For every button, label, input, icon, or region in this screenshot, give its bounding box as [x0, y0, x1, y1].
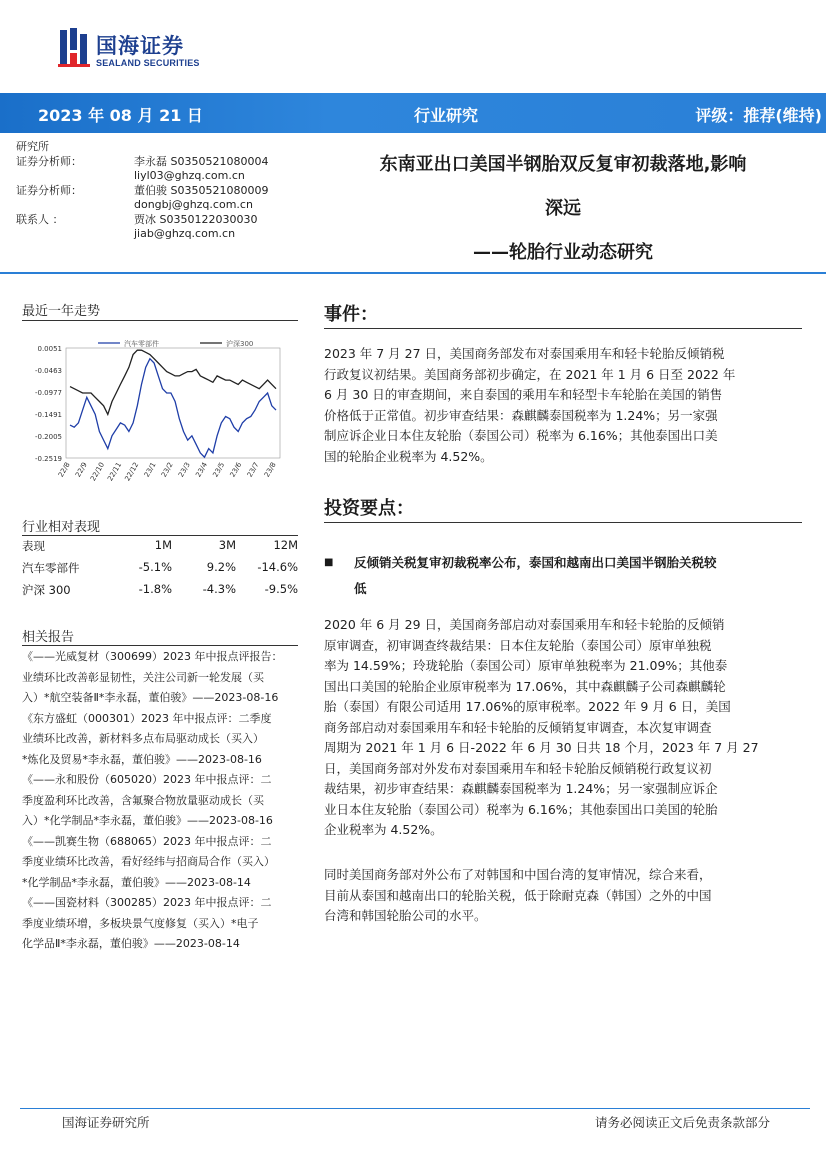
report-title-line1: 东南亚出口美国半钢胎双反复审初裁落地,影响 [379, 154, 747, 175]
trend-chart [22, 330, 298, 490]
analyst-label: 联系人 ： [16, 212, 64, 226]
perf-cell: -1.8% [138, 582, 172, 596]
report-line: 入）*航空装备Ⅱ*李永磊，董伯骏》——2023-08-16 [22, 691, 279, 704]
paragraph-line: 行政复议初结果。美国商务部初步确定，在 2021 年 1 月 6 日至 2022 年 [324, 366, 736, 382]
bullet-square-icon: ■ [324, 557, 334, 568]
analyst-value: 李永磊 S0350521080004 [134, 154, 269, 168]
report-line: 业绩环比改善彰显韧性，关注公司新一轮发展（买 [22, 670, 264, 684]
paragraph-line: 制应诉企业日本住友轮胎（泰国公司）税率为 6.16%；其他泰国出口美 [324, 428, 718, 443]
perf-heading: 行业相对表现 [22, 520, 101, 535]
y-tick-label: -0.2519 [34, 455, 62, 463]
paragraph-line: 率为 14.59%；玲珑轮胎（泰国公司）原审单独税率为 21.09%；其他泰 [324, 658, 728, 673]
paragraph-line: 台湾和韩国轮胎公司的水平。 [324, 908, 487, 923]
logo-text-en: SEALAND SECURITIES [96, 58, 200, 68]
paragraph-line: 同时美国商务部对外公布了对韩国和中国台湾的复审情况，综合来看， [324, 867, 712, 882]
header-banner [0, 93, 826, 133]
perf-cell: -4.3% [202, 582, 236, 596]
y-tick-label: -0.0977 [34, 389, 62, 397]
footer-right: 请务必阅读正文后免责条款部分 [594, 1115, 770, 1130]
series-line [70, 359, 276, 458]
perf-header-row [22, 538, 298, 560]
reports-heading: 相关报告 [22, 630, 75, 645]
perf-cell: 9.2% [206, 560, 236, 574]
x-tick-label: 23/2 [159, 461, 175, 479]
paragraph-line: 业日本住友轮胎（泰国公司）税率为 6.16%；其他泰国出口美国的轮胎 [324, 801, 718, 817]
paragraph-line: 胎（泰国）有限公司适用 17.06%的原审税率。2022 年 9 月 6 日，美国 [324, 699, 731, 714]
report-title-line2: 深远 [545, 198, 581, 219]
bullet-line: 低 [354, 581, 367, 596]
perf-cell: -9.5% [264, 582, 298, 596]
series-line [70, 350, 276, 414]
perf-row [22, 560, 298, 582]
analyst-value: 董伯骏 S0350521080009 [134, 183, 269, 197]
report-date: 2023 年 08 月 21 日 [38, 106, 203, 125]
x-tick-label: 23/3 [177, 461, 192, 479]
report-line: 《——光威复材（300699）2023 年中报点评报告： [22, 650, 283, 663]
trend-heading: 最近一年走势 [22, 304, 101, 319]
report-line: 季度盈利环比改善，含氟聚合物放量驱动成长（买 [22, 793, 264, 807]
paragraph-line: 日，美国商务部对外发布对泰国乘用车和轻卡轮胎反倾销税行政复议初 [324, 760, 712, 776]
y-tick-label: -0.2005 [34, 433, 62, 441]
x-tick-label: 23/1 [142, 461, 158, 479]
report-line: 季度业绩环比改善，看好经纬与招商局合作（买入） [22, 855, 275, 868]
analyst-value: liyl03@ghzq.com.cn [134, 169, 245, 182]
perf-cell: -5.1% [138, 560, 172, 574]
x-tick-label: 23/7 [245, 461, 261, 479]
x-tick-label: 22/11 [106, 461, 124, 483]
perf-header-cell: 12M [273, 538, 298, 552]
report-line: *化学制品*李永磊，董伯骏》——2023-08-14 [22, 875, 251, 889]
report-type: 行业研究 [414, 106, 479, 125]
analyst-value: 贾冰 S0350122030030 [134, 212, 258, 226]
paragraph-line: 原审调查，初审调查终裁结果：日本住友轮胎（泰国公司）原审单独税 [324, 637, 712, 653]
report-line: 《——凯赛生物（688065）2023 年中报点评：二 [22, 834, 272, 848]
perf-row [22, 582, 298, 604]
legend-label: 沪深300 [226, 340, 254, 348]
bullet-line: 反倾销关税复审初裁税率公布，泰国和越南出口美国半钢胎关税较 [354, 555, 717, 570]
header-divider [0, 272, 826, 274]
x-tick-label: 23/8 [262, 461, 278, 479]
x-tick-label: 22/12 [123, 461, 141, 483]
footer-left: 国海证券研究所 [62, 1115, 150, 1130]
report-line: 业绩环比改善，新材料多点布局驱动成长（买入） [22, 732, 264, 745]
y-tick-label: -0.1491 [34, 411, 62, 419]
event-heading-rule [324, 328, 802, 329]
paragraph-line: 国出口美国的轮胎企业原审税率为 17.06%，其中森麒麟子公司森麒麟轮 [324, 678, 726, 694]
analyst-value: jiab@ghzq.com.cn [134, 227, 236, 240]
analyst-value: dongbj@ghzq.com.cn [134, 198, 253, 211]
report-line: *炼化及贸易*李永磊，董伯骏》——2023-08-16 [22, 752, 262, 766]
footer-rule [20, 1108, 810, 1109]
paragraph-line: 周期为 2021 年 1 月 6 日-2022 年 6 月 30 日共 18 个月，2023 年 7 月 27 [324, 740, 759, 755]
x-tick-label: 23/5 [211, 461, 227, 479]
report-subtitle: ——轮胎行业动态研究 [473, 242, 653, 263]
y-tick-label: -0.0463 [34, 367, 62, 375]
paragraph-line: 国的轮胎企业税率为 4.52%。 [324, 448, 493, 464]
paragraph-line: 6 月 30 日的审查期间，来自泰国的乘用车和轻型卡车轮胎在美国的销售 [324, 387, 723, 402]
paragraph-line: 商务部启动对泰国乘用车和轻卡轮胎的反倾销复审调查，本次复审调查 [324, 719, 712, 735]
x-tick-label: 22/10 [89, 461, 107, 483]
perf-cell: 汽车零部件 [22, 561, 80, 575]
invest-heading-rule [324, 522, 802, 523]
perf-heading-rule [22, 535, 298, 536]
x-tick-label: 22/9 [74, 461, 89, 479]
perf-cell: -14.6% [257, 560, 298, 574]
paragraph-line: 价格低于正常值。初步审查结果：森麒麟泰国税率为 1.24%；另一家强 [324, 407, 718, 423]
x-tick-label: 23/4 [194, 461, 210, 479]
report-line: 《——国瓷材料（300285）2023 年中报点评：二 [22, 896, 272, 909]
report-rating: 评级：推荐(维持) [695, 106, 822, 125]
plot-frame [66, 348, 280, 458]
logo-mark-icon [58, 26, 92, 68]
trend-chart-svg [22, 330, 298, 490]
paragraph-line: 2020 年 6 月 29 日，美国商务部启动对泰国乘用车和轻卡轮胎的反倾销 [324, 617, 725, 632]
x-tick-label: 22/8 [56, 461, 72, 479]
analyst-label: 研究所 [16, 140, 49, 153]
analyst-label: 证券分析师： [16, 183, 82, 197]
trend-heading-rule [22, 320, 298, 321]
x-tick-label: 23/6 [228, 461, 244, 479]
perf-header-cell: 3M [218, 538, 236, 552]
report-line: 《东方盛虹（000301）2023 年中报点评：二季度 [22, 711, 272, 725]
report-line: 入）*化学制品*李永磊，董伯骏》——2023-08-16 [22, 814, 273, 827]
legend-label: 汽车零部件 [124, 340, 159, 348]
perf-header-cell: 1M [154, 538, 172, 552]
invest-heading: 投资要点： [324, 498, 414, 519]
report-line: 《——永和股份（605020）2023 年中报点评：二 [22, 773, 272, 786]
y-tick-label: 0.0051 [37, 345, 62, 353]
perf-header-cell: 表现 [22, 539, 45, 553]
analyst-label: 证券分析师： [16, 154, 82, 168]
report-line: 化学品Ⅱ*李永磊，董伯骏》——2023-08-14 [22, 937, 240, 950]
event-heading: 事件： [324, 304, 378, 325]
paragraph-line: 裁结果，初步审查结果：森麒麟泰国税率为 1.24%；另一家强制应诉企 [324, 781, 718, 796]
company-logo [58, 26, 218, 70]
paragraph-line: 目前从泰国和越南出口的轮胎关税，低于除耐克森（韩国）之外的中国 [324, 887, 712, 903]
logo-text-cn: 国海证券 [96, 34, 184, 58]
perf-cell: 沪深 300 [22, 583, 71, 597]
reports-heading-rule [22, 645, 298, 646]
report-line: 季度业绩环增，多板块景气度修复（买入）*电子 [22, 916, 259, 930]
paragraph-line: 2023 年 7 月 27 日，美国商务部发布对泰国乘用车和轻卡轮胎反倾销税 [324, 346, 725, 361]
paragraph-line: 企业税率为 4.52%。 [324, 822, 443, 837]
